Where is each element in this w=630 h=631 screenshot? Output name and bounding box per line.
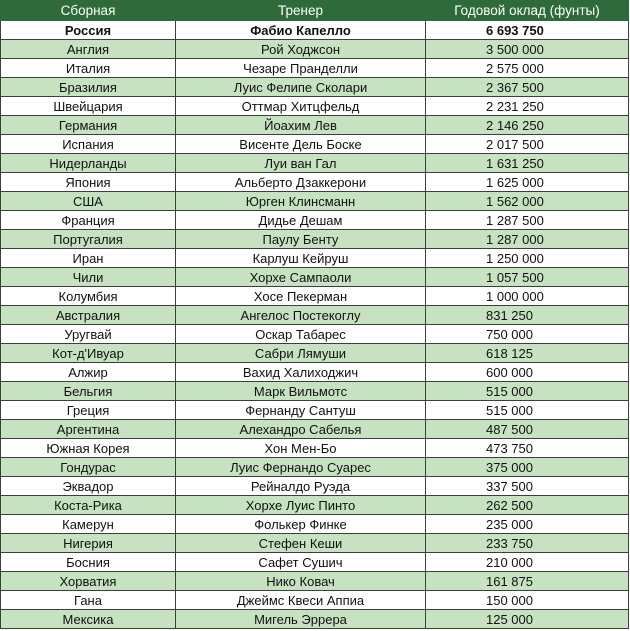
team-cell: Кот-д'Ивуар xyxy=(1,344,176,363)
salary-cell: 235 000 xyxy=(426,515,629,534)
salary-cell: 2 367 500 xyxy=(426,78,629,97)
table-row xyxy=(1,553,629,572)
table-row xyxy=(1,572,629,591)
coach-cell: Луис Фернандо Суарес xyxy=(176,458,426,477)
team-cell: Гана xyxy=(1,591,176,610)
salary-cell: 6 693 750 xyxy=(426,21,629,40)
header-coach: Тренер xyxy=(176,1,426,21)
table-row xyxy=(1,268,629,287)
coach-cell: Стефен Кеши xyxy=(176,534,426,553)
coach-cell: Хорхе Сампаоли xyxy=(176,268,426,287)
table-row xyxy=(1,401,629,420)
header-team: Сборная xyxy=(1,1,176,21)
coach-cell: Висенте Дель Боске xyxy=(176,135,426,154)
table-row xyxy=(1,78,629,97)
table-row xyxy=(1,21,629,40)
coach-cell: Алехандро Сабелья xyxy=(176,420,426,439)
team-cell: Греция xyxy=(1,401,176,420)
team-cell: Бельгия xyxy=(1,382,176,401)
table-row xyxy=(1,477,629,496)
coach-cell: Оскар Табарес xyxy=(176,325,426,344)
salary-cell: 3 500 000 xyxy=(426,40,629,59)
coach-cell: Альберто Дзаккерони xyxy=(176,173,426,192)
salary-cell: 1 250 000 xyxy=(426,249,629,268)
coach-cell: Джеймс Квеси Аппиа xyxy=(176,591,426,610)
table-row xyxy=(1,344,629,363)
table-row xyxy=(1,97,629,116)
team-cell: Южная Корея xyxy=(1,439,176,458)
team-cell: Коста-Рика xyxy=(1,496,176,515)
table-row xyxy=(1,116,629,135)
salary-cell: 125 000 xyxy=(426,610,629,629)
coach-cell: Мигель Эррера xyxy=(176,610,426,629)
coach-cell: Паулу Бенту xyxy=(176,230,426,249)
table-row xyxy=(1,192,629,211)
salary-cell: 515 000 xyxy=(426,382,629,401)
team-cell: Германия xyxy=(1,116,176,135)
salary-cell: 375 000 xyxy=(426,458,629,477)
salary-cell: 233 750 xyxy=(426,534,629,553)
coach-cell: Фабио Капелло xyxy=(176,21,426,40)
salary-cell: 618 125 xyxy=(426,344,629,363)
table-row xyxy=(1,363,629,382)
table-row xyxy=(1,154,629,173)
team-cell: Португалия xyxy=(1,230,176,249)
team-cell: Чили xyxy=(1,268,176,287)
salary-cell: 337 500 xyxy=(426,477,629,496)
table-row xyxy=(1,496,629,515)
team-cell: Гондурас xyxy=(1,458,176,477)
team-cell: Франция xyxy=(1,211,176,230)
coach-cell: Марк Вильмотс xyxy=(176,382,426,401)
table-row xyxy=(1,534,629,553)
table-row xyxy=(1,59,629,78)
table-row xyxy=(1,173,629,192)
team-cell: США xyxy=(1,192,176,211)
table-row xyxy=(1,515,629,534)
salary-cell: 1 625 000 xyxy=(426,173,629,192)
coach-cell: Сафет Сушич xyxy=(176,553,426,572)
team-cell: Колумбия xyxy=(1,287,176,306)
coach-cell: Ангелос Постекоглу xyxy=(176,306,426,325)
coach-cell: Хорхе Луис Пинто xyxy=(176,496,426,515)
coach-cell: Хосе Пекерман xyxy=(176,287,426,306)
salary-cell: 1 287 500 xyxy=(426,211,629,230)
salary-cell: 750 000 xyxy=(426,325,629,344)
team-cell: Бразилия xyxy=(1,78,176,97)
team-cell: Швейцария xyxy=(1,97,176,116)
coach-cell: Дидье Дешам xyxy=(176,211,426,230)
team-cell: Испания xyxy=(1,135,176,154)
coach-cell: Луи ван Гал xyxy=(176,154,426,173)
salary-cell: 1 562 000 xyxy=(426,192,629,211)
team-cell: Англия xyxy=(1,40,176,59)
team-cell: Нидерланды xyxy=(1,154,176,173)
coach-cell: Карлуш Кейруш xyxy=(176,249,426,268)
team-cell: Мексика xyxy=(1,610,176,629)
table-row xyxy=(1,306,629,325)
team-cell: Австралия xyxy=(1,306,176,325)
salary-cell: 210 000 xyxy=(426,553,629,572)
team-cell: Алжир xyxy=(1,363,176,382)
table-row xyxy=(1,249,629,268)
table-row xyxy=(1,287,629,306)
coach-cell: Йоахим Лев xyxy=(176,116,426,135)
table-row xyxy=(1,458,629,477)
table-row xyxy=(1,325,629,344)
coach-cell: Вахид Халиходжич xyxy=(176,363,426,382)
salary-cell: 1 057 500 xyxy=(426,268,629,287)
coach-cell: Юрген Клинсманн xyxy=(176,192,426,211)
coach-cell: Чезаре Пранделли xyxy=(176,59,426,78)
salary-cell: 2 575 000 xyxy=(426,59,629,78)
team-cell: Босния xyxy=(1,553,176,572)
salary-cell: 515 000 xyxy=(426,401,629,420)
team-cell: Уругвай xyxy=(1,325,176,344)
table-row xyxy=(1,40,629,59)
coach-cell: Рой Ходжсон xyxy=(176,40,426,59)
salary-cell: 262 500 xyxy=(426,496,629,515)
table-row xyxy=(1,610,629,629)
team-cell: Италия xyxy=(1,59,176,78)
salary-cell: 1 631 250 xyxy=(426,154,629,173)
salary-cell: 161 875 xyxy=(426,572,629,591)
coach-cell: Фолькер Финке xyxy=(176,515,426,534)
team-cell: Иран xyxy=(1,249,176,268)
salary-cell: 831 250 xyxy=(426,306,629,325)
table-row xyxy=(1,420,629,439)
header-salary: Годовой оклад (фунты) xyxy=(426,1,629,21)
salary-cell: 2 017 500 xyxy=(426,135,629,154)
salary-cell: 2 146 250 xyxy=(426,116,629,135)
coach-cell: Фернанду Сантуш xyxy=(176,401,426,420)
team-cell: Аргентина xyxy=(1,420,176,439)
table-row xyxy=(1,211,629,230)
coach-cell: Хон Мен-Бо xyxy=(176,439,426,458)
team-cell: Эквадор xyxy=(1,477,176,496)
coach-cell: Нико Ковач xyxy=(176,572,426,591)
coach-cell: Рейналдо Руэда xyxy=(176,477,426,496)
table-row xyxy=(1,230,629,249)
table-body xyxy=(1,21,629,629)
salary-cell: 150 000 xyxy=(426,591,629,610)
header-row xyxy=(1,1,629,21)
table-row xyxy=(1,135,629,154)
table-row xyxy=(1,439,629,458)
salary-cell: 1 287 000 xyxy=(426,230,629,249)
team-cell: Россия xyxy=(1,21,176,40)
table-row xyxy=(1,382,629,401)
salary-cell: 1 000 000 xyxy=(426,287,629,306)
salary-cell: 473 750 xyxy=(426,439,629,458)
team-cell: Хорватия xyxy=(1,572,176,591)
salary-cell: 2 231 250 xyxy=(426,97,629,116)
team-cell: Япония xyxy=(1,173,176,192)
coach-cell: Луис Фелипе Сколари xyxy=(176,78,426,97)
team-cell: Камерун xyxy=(1,515,176,534)
salary-cell: 600 000 xyxy=(426,363,629,382)
salary-cell: 487 500 xyxy=(426,420,629,439)
coach-cell: Сабри Лямуши xyxy=(176,344,426,363)
coach-cell: Оттмар Хитцфельд xyxy=(176,97,426,116)
table-row xyxy=(1,591,629,610)
table-header xyxy=(1,1,629,21)
team-cell: Нигерия xyxy=(1,534,176,553)
